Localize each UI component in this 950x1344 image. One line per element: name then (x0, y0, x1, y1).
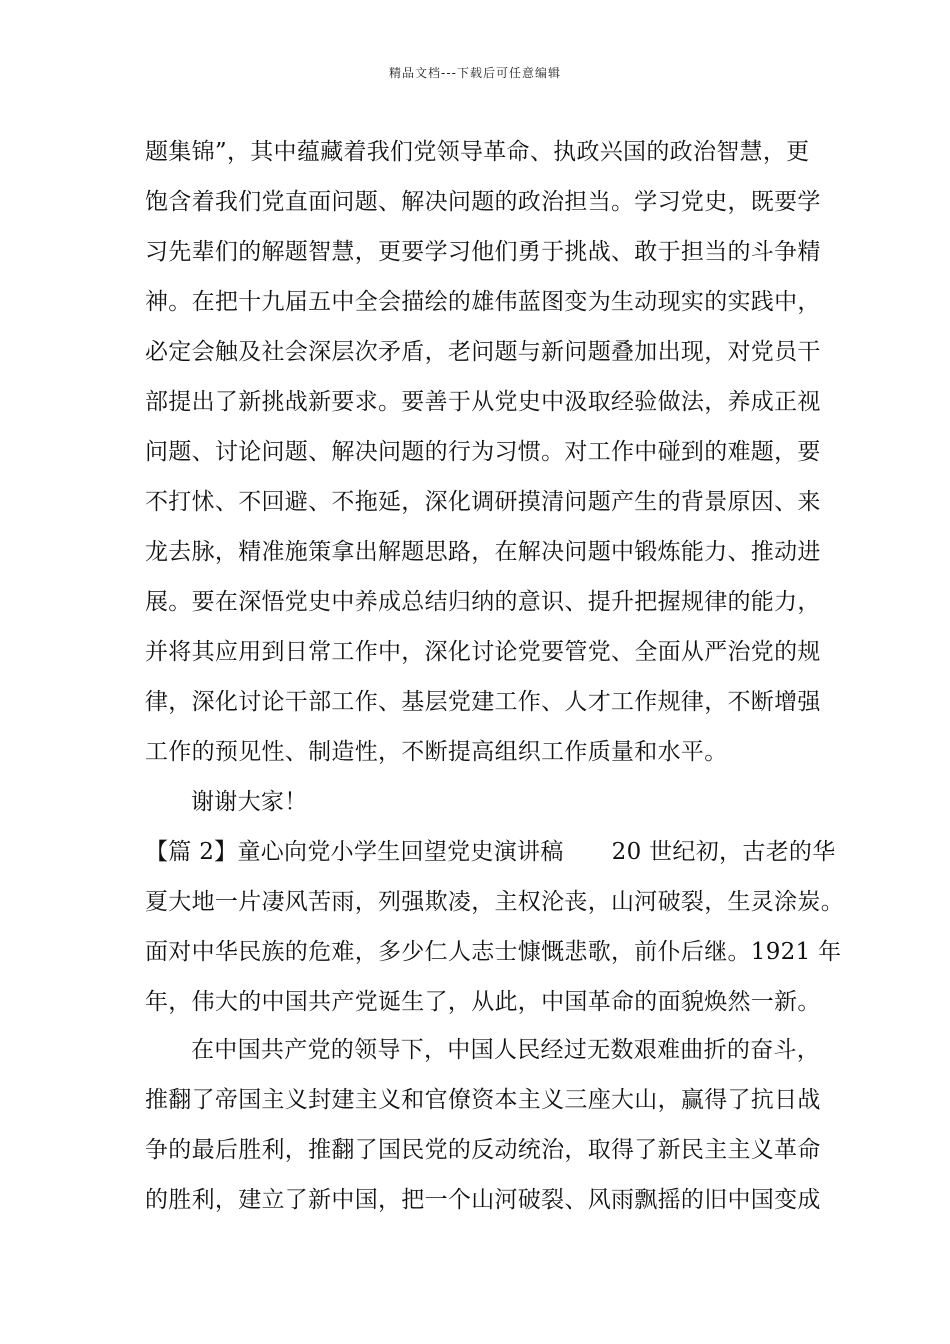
text-line: 必定会触及社会深层次矛盾，老问题与新问题叠加出现，对党员干 (145, 339, 821, 365)
text-line: 的胜利，建立了新中国，把一个山河破裂、风雨飘摇的旧中国变成 (145, 1187, 821, 1213)
text-line: 推翻了帝国主义封建主义和官僚资本主义三座大山，赢得了抗日战 (145, 1087, 821, 1113)
text-line: 展。要在深悟党史中养成总结归纳的意识、提升把握规律的能力， (145, 589, 821, 615)
text-line: 饱含着我们党直面问题、解决问题的政治担当。学习党史，既要学 (145, 189, 821, 215)
text-line: 题集锦”，其中蕴藏着我们党领导革命、执政兴国的政治智慧，更 (145, 139, 810, 165)
text-line: 龙去脉，精准施策拿出解题思路，在解决问题中锻炼能力、推动进 (145, 539, 821, 565)
text-line: 在中国共产党的领导下，中国人民经过无数艰难曲折的奋斗， (191, 1037, 821, 1063)
paragraph-party-history-study (145, 127, 844, 1027)
text-line: 争的最后胜利，推翻了国民党的反动统治，取得了新民主主义革命 (145, 1137, 821, 1163)
text-line: 部提出了新挑战新要求。要善于从党史中汲取经验做法，养成正视 (145, 389, 821, 415)
text-line: 年，伟大的中国共产党诞生了，从此，中国革命的面貌焕然一新。 (145, 989, 821, 1015)
text-line: 问题、讨论问题、解决问题的行为习惯。对工作中碰到的难题，要 (145, 439, 821, 465)
text-line: 律，深化讨论干部工作、基层党建工作、人才工作规律，不断增强 (145, 689, 821, 715)
text-line: 工作的预见性、制造性，不断提高组织工作质量和水平。 (145, 739, 728, 765)
text-line: 夏大地一片凄风苦雨，列强欺凌，主权沦丧，山河破裂，生灵涂炭。 (145, 889, 844, 915)
text-line: 不打怵、不回避、不拖延，深化调研摸清问题产生的背景原因、来 (145, 489, 821, 515)
page-header: 精品文档---下载后可任意编辑 (389, 66, 561, 80)
closing-remark: 谢谢大家！ (191, 789, 308, 815)
section-2-first-line (145, 827, 836, 877)
text-line: 习先辈们的解题智慧，更要学习他们勇于挑战、敢于担当的斗争精 (145, 239, 821, 265)
text-line: 面对中华民族的危难，多少仁人志士慷慨悲歌，前仆后继。1921 年 (145, 939, 842, 965)
paragraph-party-leadership (145, 1025, 825, 1225)
section-2-opening: 20 世纪初，古老的华 (611, 839, 836, 865)
text-line: 神。在把十九届五中全会描绘的雄伟蓝图变为生动现实的实践中， (145, 289, 821, 315)
section-2-title: 【篇 2】童心向党小学生回望党史演讲稿 (145, 839, 564, 865)
text-line: 并将其应用到日常工作中，深化讨论党要管党、全面从严治党的规 (145, 639, 821, 665)
